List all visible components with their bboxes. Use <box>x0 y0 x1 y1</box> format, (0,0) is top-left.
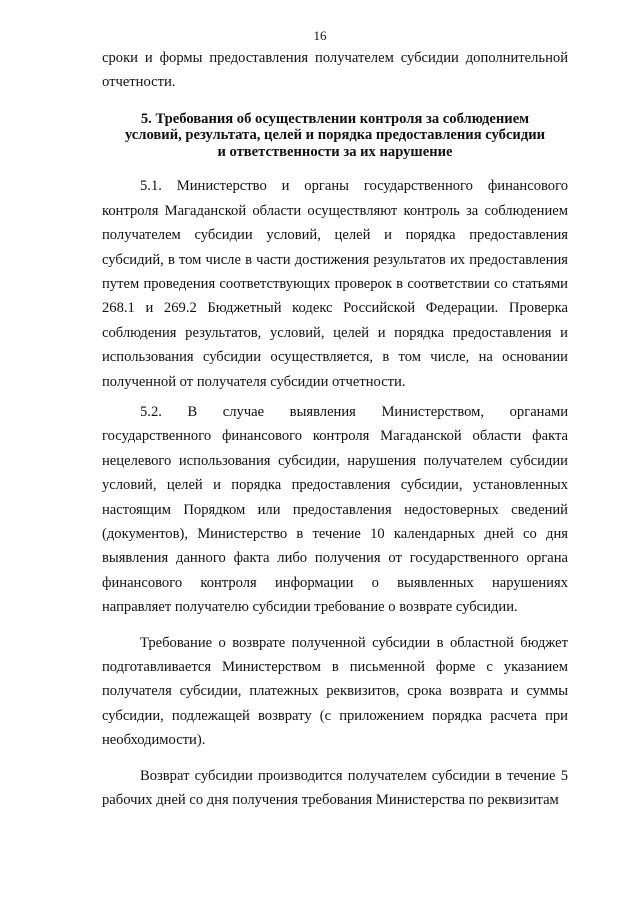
section-heading-line: и ответственности за их нарушение <box>217 143 453 160</box>
paragraph-5-2: 5.2. В случае выявления Министерством, органами государственного финансового контроля Магаданской области факта нецелевого использования субсидии, нарушения получателем субсидии условий, целей и порядка предоставления субсидии, установленных настоящим Порядком или предоставления недостоверных сведений (документов), Министерство в течение 10 календарных дней со дня выявления данного факта либо получения от государственного органа финансового контроля информации о выявленных нарушениях направляет получателю субсидии требование о возврате субсидии. <box>102 403 568 616</box>
page-number: 16 <box>313 28 327 43</box>
page-body <box>102 46 568 812</box>
paragraph-refund-demand: Требование о возврате полученной субсидии в областной бюджет подготавливается Министерством в письменной форме с указанием получателя субсидии, платежных реквизитов, срока возврата и суммы субсидии, подлежащей возврату (с приложением порядка расчета при необходимости). <box>102 634 568 749</box>
paragraph-5-1: 5.1. Министерство и органы государственного финансового контроля Магаданской области осуществляют контроль за соблюдением получателем субсидии условий, целей и порядка предоставления субсидий, в том числе в части достижения результатов их предоставления путем проведения соответствующих проверок в соответствии со статьями 268.1 и 269.2 Бюджетный кодекс Российской Федерации. Проверка соблюдения результатов, условий, целей и порядка предоставления и использования субсидии осуществляется, в том числе, на основании полученной от получателя субсидии отчетности. <box>102 178 568 390</box>
paragraph-refund-procedure: Возврат субсидии производится получателем субсидии в течение 5 рабочих дней со дня получения требования Министерства по реквизитам <box>102 767 568 809</box>
section-heading-line: условий, результата, целей и порядка предоставления субсидии <box>124 127 546 144</box>
section-heading-line: 5. Требования об осуществлении контроля за соблюдением <box>140 110 530 127</box>
carryover-paragraph: сроки и формы предоставления получателем субсидии дополнительной отчетности. <box>102 50 568 91</box>
section-heading <box>102 111 568 161</box>
